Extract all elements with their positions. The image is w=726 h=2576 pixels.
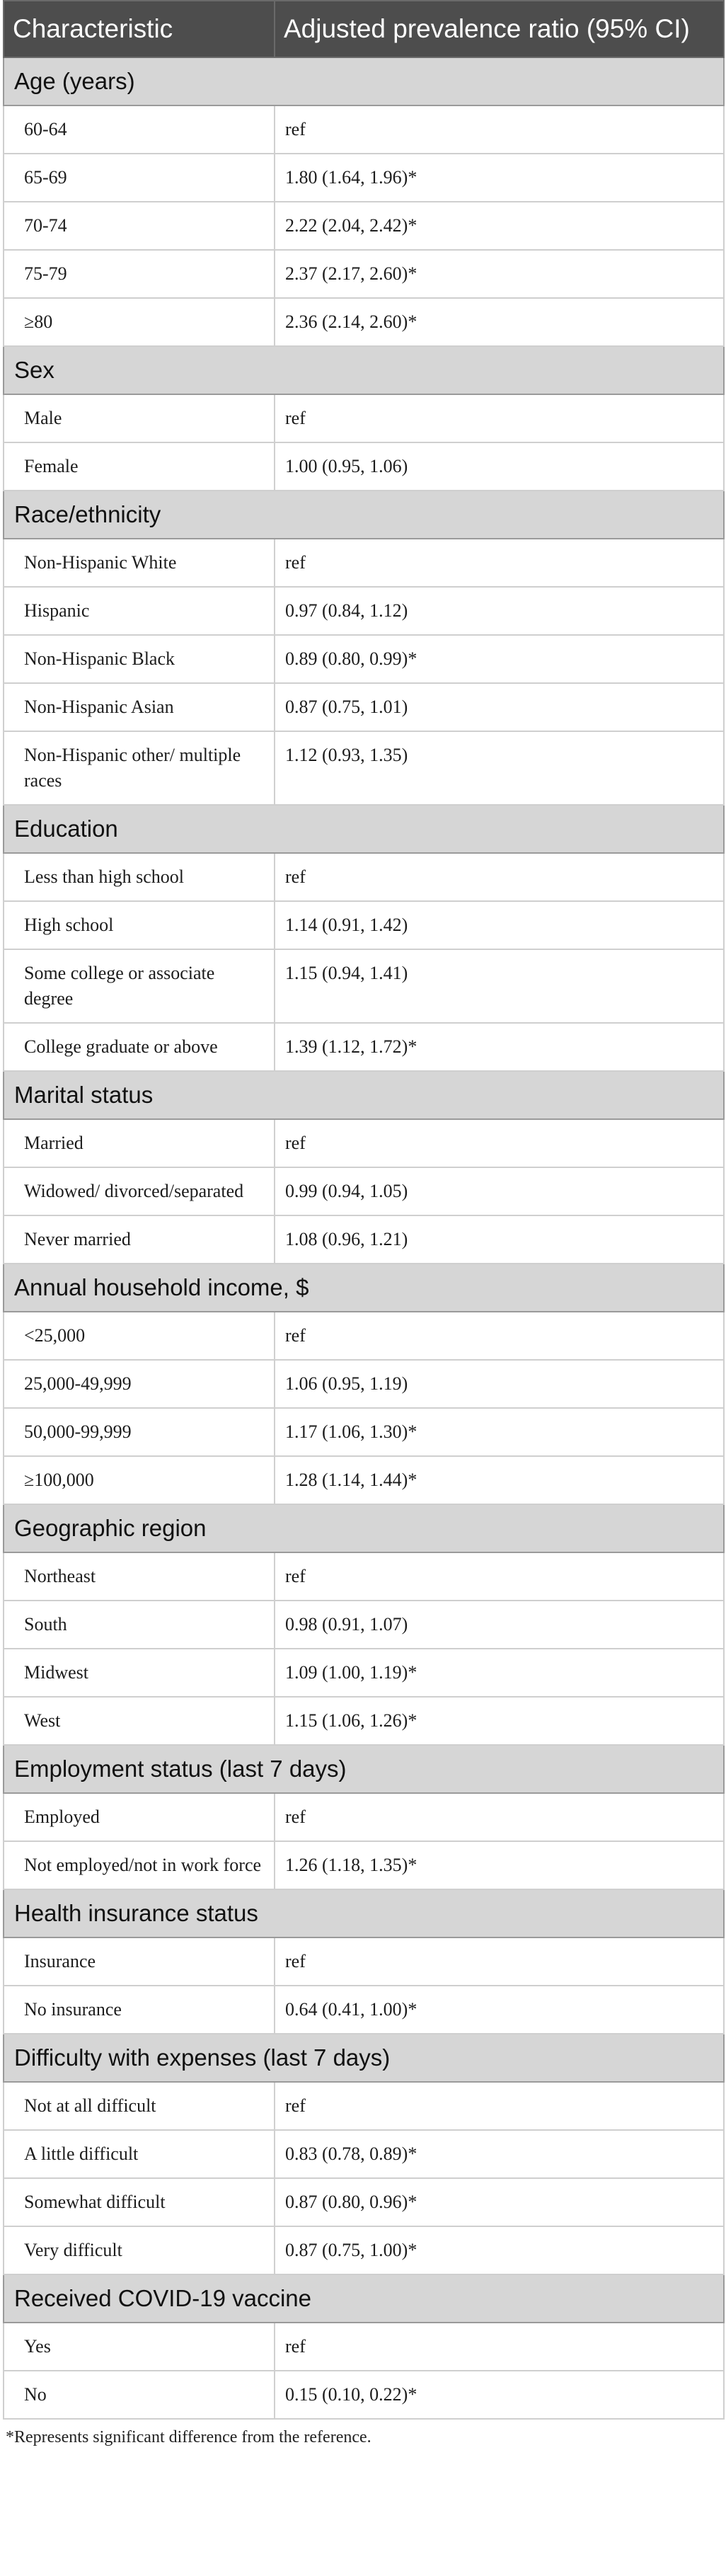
characteristic-cell: 75-79 bbox=[4, 250, 275, 298]
characteristic-cell: 50,000-99,999 bbox=[4, 1408, 275, 1456]
ratio-cell: 0.64 (0.41, 1.00)* bbox=[275, 1986, 724, 2034]
group-title: Age (years) bbox=[4, 57, 724, 105]
table-row bbox=[4, 635, 724, 683]
table-row bbox=[4, 2130, 724, 2178]
table-row bbox=[4, 2226, 724, 2274]
ratio-cell: ref bbox=[275, 539, 724, 587]
ratio-cell: 0.87 (0.75, 1.00)* bbox=[275, 2226, 724, 2274]
table-row bbox=[4, 1793, 724, 1841]
ratio-cell: 1.14 (0.91, 1.42) bbox=[275, 901, 724, 949]
table-row bbox=[4, 1937, 724, 1986]
table-row bbox=[4, 1312, 724, 1360]
group-header-row bbox=[4, 1745, 724, 1793]
table-row bbox=[4, 587, 724, 635]
table-row bbox=[4, 250, 724, 298]
ratio-cell: 2.36 (2.14, 2.60)* bbox=[275, 298, 724, 346]
ratio-cell: ref bbox=[275, 394, 724, 442]
group-title: Race/ethnicity bbox=[4, 491, 724, 539]
characteristic-cell: Insurance bbox=[4, 1937, 275, 1986]
group-title: Health insurance status bbox=[4, 1889, 724, 1937]
table-row bbox=[4, 105, 724, 154]
table-row bbox=[4, 1649, 724, 1697]
footnote: *Represents significant difference from the reference. bbox=[6, 2428, 371, 2446]
prevalence-ratio-table bbox=[3, 0, 725, 2420]
ratio-cell: 1.09 (1.00, 1.19)* bbox=[275, 1649, 724, 1697]
group-header-row bbox=[4, 2274, 724, 2323]
ratio-cell: 0.15 (0.10, 0.22)* bbox=[275, 2371, 724, 2419]
group-title: Received COVID-19 vaccine bbox=[4, 2274, 724, 2323]
characteristic-cell: Non-Hispanic Asian bbox=[4, 683, 275, 731]
ratio-cell: 1.08 (0.96, 1.21) bbox=[275, 1215, 724, 1264]
table-row bbox=[4, 442, 724, 491]
characteristic-cell: Non-Hispanic White bbox=[4, 539, 275, 587]
table-row bbox=[4, 1841, 724, 1889]
table-row bbox=[4, 539, 724, 587]
ratio-cell: 1.00 (0.95, 1.06) bbox=[275, 442, 724, 491]
group-header-row bbox=[4, 57, 724, 105]
ratio-cell: 0.83 (0.78, 0.89)* bbox=[275, 2130, 724, 2178]
characteristic-cell: Northeast bbox=[4, 1552, 275, 1601]
ratio-cell: 0.98 (0.91, 1.07) bbox=[275, 1601, 724, 1649]
ratio-cell: 1.39 (1.12, 1.72)* bbox=[275, 1023, 724, 1071]
table-row bbox=[4, 1119, 724, 1167]
table-row bbox=[4, 901, 724, 949]
table-row bbox=[4, 1456, 724, 1504]
characteristic-cell: Never married bbox=[4, 1215, 275, 1264]
characteristic-cell: College graduate or above bbox=[4, 1023, 275, 1071]
table-row bbox=[4, 154, 724, 202]
table-row bbox=[4, 2082, 724, 2130]
table-row bbox=[4, 1408, 724, 1456]
ratio-cell: 1.17 (1.06, 1.30)* bbox=[275, 1408, 724, 1456]
group-title: Marital status bbox=[4, 1071, 724, 1119]
ratio-cell: ref bbox=[275, 1793, 724, 1841]
characteristic-cell: Not at all difficult bbox=[4, 2082, 275, 2130]
group-title: Geographic region bbox=[4, 1504, 724, 1552]
table-row bbox=[4, 2178, 724, 2226]
table-row bbox=[4, 1697, 724, 1745]
ratio-cell: 1.15 (1.06, 1.26)* bbox=[275, 1697, 724, 1745]
ratio-cell: ref bbox=[275, 2323, 724, 2371]
characteristic-cell: Employed bbox=[4, 1793, 275, 1841]
ratio-cell: ref bbox=[275, 2082, 724, 2130]
table-row bbox=[4, 1552, 724, 1601]
ratio-cell: ref bbox=[275, 1312, 724, 1360]
characteristic-cell: 65-69 bbox=[4, 154, 275, 202]
table-row bbox=[4, 1360, 724, 1408]
characteristic-cell: No insurance bbox=[4, 1986, 275, 2034]
column-header-characteristic: Characteristic bbox=[4, 1, 275, 57]
column-header-ratio: Adjusted prevalence ratio (95% CI) bbox=[275, 1, 724, 57]
table-row bbox=[4, 1023, 724, 1071]
characteristic-cell: Less than high school bbox=[4, 853, 275, 901]
characteristic-cell: ≥80 bbox=[4, 298, 275, 346]
group-title: Difficulty with expenses (last 7 days) bbox=[4, 2034, 724, 2082]
characteristic-cell: <25,000 bbox=[4, 1312, 275, 1360]
group-title: Employment status (last 7 days) bbox=[4, 1745, 724, 1793]
table-row bbox=[4, 683, 724, 731]
ratio-cell: 2.37 (2.17, 2.60)* bbox=[275, 250, 724, 298]
characteristic-cell: 60-64 bbox=[4, 105, 275, 154]
ratio-cell: 0.99 (0.94, 1.05) bbox=[275, 1167, 724, 1215]
table-row bbox=[4, 298, 724, 346]
characteristic-cell: Non-Hispanic other/ multiple races bbox=[4, 731, 275, 805]
group-header-row bbox=[4, 491, 724, 539]
characteristic-cell: ≥100,000 bbox=[4, 1456, 275, 1504]
characteristic-cell: No bbox=[4, 2371, 275, 2419]
table-row bbox=[4, 731, 724, 805]
table-body bbox=[4, 57, 724, 2419]
ratio-cell: 0.87 (0.75, 1.01) bbox=[275, 683, 724, 731]
characteristic-cell: 25,000-49,999 bbox=[4, 1360, 275, 1408]
group-header-row bbox=[4, 1504, 724, 1552]
characteristic-cell: Non-Hispanic Black bbox=[4, 635, 275, 683]
ratio-cell: ref bbox=[275, 1119, 724, 1167]
table-row bbox=[4, 1215, 724, 1264]
ratio-cell: 2.22 (2.04, 2.42)* bbox=[275, 202, 724, 250]
characteristic-cell: West bbox=[4, 1697, 275, 1745]
characteristic-cell: Male bbox=[4, 394, 275, 442]
characteristic-cell: Female bbox=[4, 442, 275, 491]
group-title: Annual household income, $ bbox=[4, 1264, 724, 1312]
characteristic-cell: High school bbox=[4, 901, 275, 949]
header-row bbox=[4, 1, 724, 57]
ratio-cell: ref bbox=[275, 105, 724, 154]
table-row bbox=[4, 394, 724, 442]
characteristic-cell: Somewhat difficult bbox=[4, 2178, 275, 2226]
group-header-row bbox=[4, 346, 724, 394]
ratio-cell: 0.89 (0.80, 0.99)* bbox=[275, 635, 724, 683]
ratio-cell: 1.80 (1.64, 1.96)* bbox=[275, 154, 724, 202]
table-row bbox=[4, 853, 724, 901]
ratio-cell: ref bbox=[275, 853, 724, 901]
table-row bbox=[4, 1986, 724, 2034]
characteristic-cell: Yes bbox=[4, 2323, 275, 2371]
table-row bbox=[4, 949, 724, 1023]
ratio-cell: 0.97 (0.84, 1.12) bbox=[275, 587, 724, 635]
table-row bbox=[4, 1167, 724, 1215]
group-header-row bbox=[4, 1264, 724, 1312]
group-header-row bbox=[4, 2034, 724, 2082]
ratio-cell: 1.12 (0.93, 1.35) bbox=[275, 731, 724, 805]
characteristic-cell: South bbox=[4, 1601, 275, 1649]
group-title: Education bbox=[4, 805, 724, 853]
table-row bbox=[4, 2323, 724, 2371]
group-title: Sex bbox=[4, 346, 724, 394]
characteristic-cell: Married bbox=[4, 1119, 275, 1167]
group-header-row bbox=[4, 1889, 724, 1937]
ratio-cell: 1.15 (0.94, 1.41) bbox=[275, 949, 724, 1023]
table-row bbox=[4, 202, 724, 250]
characteristic-cell: 70-74 bbox=[4, 202, 275, 250]
characteristic-cell: Some college or associate degree bbox=[4, 949, 275, 1023]
characteristic-cell: Widowed/ divorced/separated bbox=[4, 1167, 275, 1215]
table-row bbox=[4, 1601, 724, 1649]
ratio-cell: 1.28 (1.14, 1.44)* bbox=[275, 1456, 724, 1504]
characteristic-cell: Very difficult bbox=[4, 2226, 275, 2274]
ratio-cell: 1.26 (1.18, 1.35)* bbox=[275, 1841, 724, 1889]
group-header-row bbox=[4, 805, 724, 853]
ratio-cell: ref bbox=[275, 1552, 724, 1601]
characteristic-cell: Hispanic bbox=[4, 587, 275, 635]
characteristic-cell: Not employed/not in work force bbox=[4, 1841, 275, 1889]
ratio-cell: 1.06 (0.95, 1.19) bbox=[275, 1360, 724, 1408]
characteristic-cell: Midwest bbox=[4, 1649, 275, 1697]
ratio-cell: 0.87 (0.80, 0.96)* bbox=[275, 2178, 724, 2226]
characteristic-cell: A little difficult bbox=[4, 2130, 275, 2178]
group-header-row bbox=[4, 1071, 724, 1119]
table-row bbox=[4, 2371, 724, 2419]
ratio-cell: ref bbox=[275, 1937, 724, 1986]
